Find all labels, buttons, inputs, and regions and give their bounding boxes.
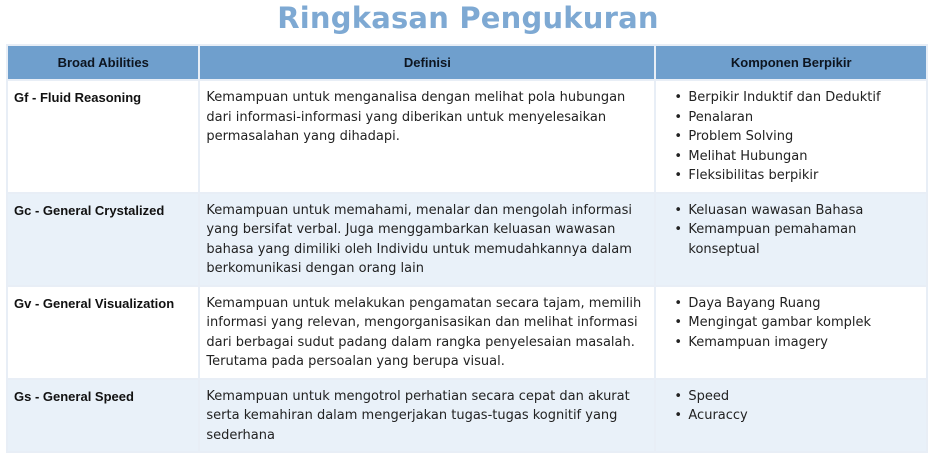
list-item: • Problem Solving — [674, 127, 920, 147]
components-list — [662, 88, 920, 186]
list-item: • Melihat Hubungan — [674, 147, 920, 167]
ability-definition: Kemampuan untuk menganalisa dengan melihat pola hubungan dari informasi-informasi yang diberikan untuk menyelesaikan permasalahan yang dihadapi. — [200, 81, 654, 192]
ability-definition: Kemampuan untuk memahami, menalar dan mengolah informasi yang bersifat verbal. Juga menggambarkan keluasan wawasan bahasa yang dimiliki oleh Individu untuk memudahkannya dalam berkomunikasi dengan orang lain — [200, 194, 654, 285]
list-item: • Acuraccy — [674, 406, 920, 426]
header-components: Komponen Berpikir — [656, 46, 926, 79]
list-item: • Penalaran — [674, 108, 920, 128]
list-item: • Kemampuan imagery — [674, 333, 920, 353]
header-definition: Definisi — [200, 46, 654, 79]
table-row — [8, 380, 926, 452]
table-header-row — [8, 46, 926, 79]
components-cell — [656, 194, 926, 285]
ability-name: Gf - Fluid Reasoning — [8, 81, 198, 192]
components-list — [662, 294, 920, 353]
list-item: • Keluasan wawasan Bahasa — [674, 201, 920, 221]
table-row — [8, 81, 926, 192]
list-item: • Daya Bayang Ruang — [674, 294, 920, 314]
ability-definition: Kemampuan untuk mengotrol perhatian secara cepat dan akurat serta kemahiran dalam mengerjakan tugas-tugas kognitif yang sederhana — [200, 380, 654, 452]
components-cell — [656, 287, 926, 378]
list-item: • Kemampuan pemahaman konseptual — [674, 220, 920, 259]
ability-name: Gs - General Speed — [8, 380, 198, 452]
components-list — [662, 387, 920, 426]
ability-definition: Kemampuan untuk melakukan pengamatan secara tajam, memilih informasi yang relevan, mengorganisasikan dan melihat informasi dari berbagai sudut padang dalam rangka penyelesaian masalah. Terutama pada persoalan yang berupa visual. — [200, 287, 654, 378]
list-item: • Speed — [674, 387, 920, 407]
list-item: • Mengingat gambar komplek — [674, 313, 920, 333]
components-cell — [656, 380, 926, 452]
summary-table — [6, 44, 928, 453]
table-row — [8, 194, 926, 285]
components-list — [662, 201, 920, 260]
header-broad-abilities: Broad Abilities — [8, 46, 198, 79]
list-item: • Berpikir Induktif dan Deduktif — [674, 88, 920, 108]
components-cell — [656, 81, 926, 192]
ability-name: Gc - General Crystalized — [8, 194, 198, 285]
list-item: • Fleksibilitas berpikir — [674, 166, 920, 186]
table-row — [8, 287, 926, 378]
page-title: Ringkasan Pengukuran — [277, 1, 659, 35]
ability-name: Gv - General Visualization — [8, 287, 198, 378]
